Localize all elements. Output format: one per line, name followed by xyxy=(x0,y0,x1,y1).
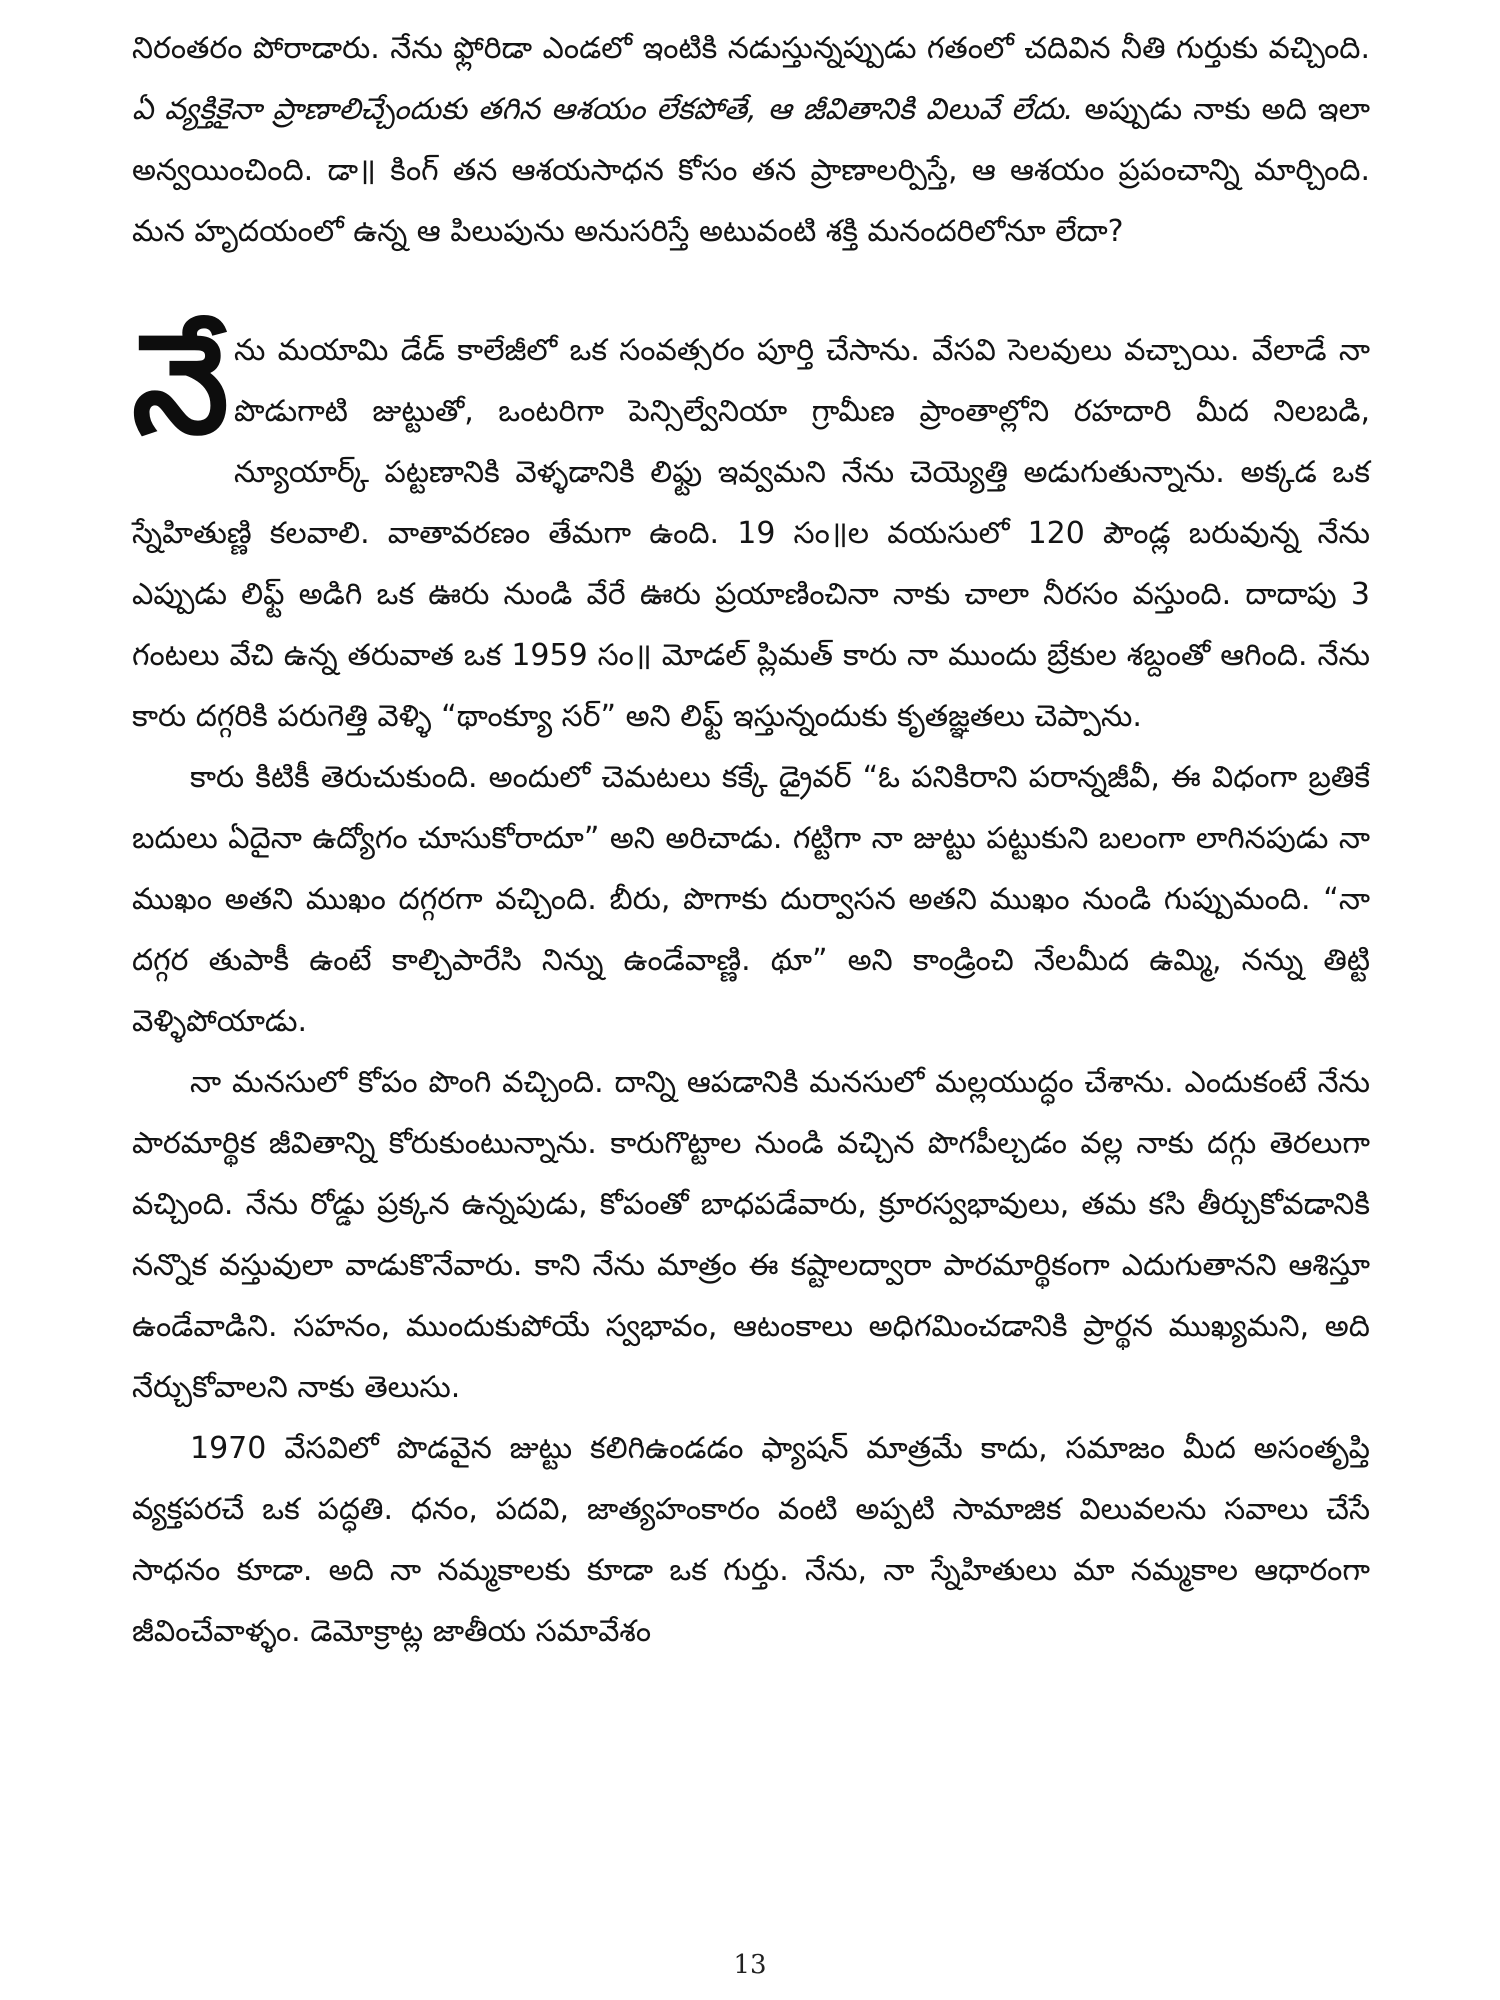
drop-cap-letter: నే xyxy=(132,302,229,465)
paragraph-2-text: ను మయామి డేడ్ కాలేజీలో ఒక సంవత్సరం పూర్తి చేసాను. వేసవి సెలవులు వచ్చాయి. వేలాడే నా పొడుగాటి జుట్టుతో, ఒంటరిగా పెన్సిల్వేనియా గ్రామీణ ప్రాంతాల్లోని రహదారి మీద నిలబడి, న్యూయార్క్ పట్టణానికి వెళ్ళడానికి లిఫ్టు ఇవ్వమని నేను చెయ్యెత్తి అడుగుతున్నాను. అక్కడ ఒక స్నేహితుణ్ణి కలవాలి. వాతావరణం తేమగా ఉంది. 19 సం॥ల వయసులో 120 పౌండ్ల బరువున్న నేను ఎప్పుడు లిఫ్ట్ అడిగి ఒక ఊరు నుండి వేరే ఊరు ప్రయాణించినా నాకు చాలా నీరసం వస్తుంది. దాదాపు 3 గంటలు వేచి ఉన్న తరువాత ఒక 1959 సం॥ మోడల్ ప్లిమత్ కారు నా ముందు బ్రేకుల శబ్దంతో ఆగింది. నేను కారు దగ్గరికి పరుగెత్తి వెళ్ళి “థాంక్యూ సర్” అని లిఫ్ట్ ఇస్తున్నందుకు కృతజ్ఞతలు చెప్పాను. xyxy=(132,333,1370,734)
paragraph-1-text-b: అప్పుడు నాకు అది ఇలా అన్వయించింది. డా॥ కింగ్ తన ఆశయసాధన కోసం తన ప్రాణాలర్పిస్తే, ఆ ఆశయం ప్రపంచాన్ని మార్చింది. మన హృదయంలో ఉన్న ఆ పిలుపును అనుసరిస్తే అటువంటి శక్తి మనందరిలోనూ లేదా? xyxy=(132,92,1370,249)
paragraph-5 xyxy=(132,1418,1370,1662)
book-page-body xyxy=(132,18,1370,1662)
page-number: 13 xyxy=(733,1950,767,1980)
paragraph-5-text: 1970 వేసవిలో పొడవైన జుట్టు కలిగిఉండడం ఫ్యాషన్ మాత్రమే కాదు, సమాజం మీద అసంతృప్తి వ్యక్తపరచే ఒక పద్ధతి. ధనం, పదవి, జాత్యహంకారం వంటి అప్పటి సామాజిక విలువలను సవాలు చేసే సాధనం కూడా. అది నా నమ్మకాలకు కూడా ఒక గుర్తు. నేను, నా స్నేహితులు మా నమ్మకాల ఆధారంగా జీవించేవాళ్ళం. డెమోక్రాట్ల జాతీయ సమావేశం xyxy=(132,1431,1370,1649)
paragraph-4 xyxy=(132,1052,1370,1418)
paragraph-4-text: నా మనసులో కోపం పొంగి వచ్చింది. దాన్ని ఆపడానికి మనసులో మల్లయుద్ధం చేశాను. ఎందుకంటే నేను పారమార్థిక జీవితాన్ని కోరుకుంటున్నాను. కారుగొట్టాల నుండి వచ్చిన పొగపీల్చడం వల్ల నాకు దగ్గు తెరలుగా వచ్చింది. నేను రోడ్డు ప్రక్కన ఉన్నపుడు, కోపంతో బాధపడేవారు, క్రూరస్వభావులు, తమ కసి తీర్చుకోవడానికి నన్నొక వస్తువులా వాడుకొనేవారు. కాని నేను మాత్రం ఈ కష్టాలద్వారా పారమార్థికంగా ఎదుగుతానని ఆశిస్తూ ఉండేవాడిని. సహనం, ముందుకుపోయే స్వభావం, ఆటంకాలు అధిగమించడానికి ప్రార్థన ముఖ్యమని, అది నేర్చుకోవాలని నాకు తెలుసు. xyxy=(132,1065,1370,1405)
paragraph-1 xyxy=(132,18,1370,262)
paragraph-3-text: కారు కిటికీ తెరుచుకుంది. అందులో చెమటలు కక్కే డ్రైవర్ “ఓ పనికిరాని పరాన్నజీవీ, ఈ విధంగా బ్రతికే బదులు ఏదైనా ఉద్యోగం చూసుకోరాదూ” అని అరిచాడు. గట్టిగా నా జుట్టు పట్టుకుని బలంగా లాగినపుడు నా ముఖం అతని ముఖం దగ్గరగా వచ్చింది. బీరు, పొగాకు దుర్వాసన అతని ముఖం నుండి గుప్పుమంది. “నా దగ్గర తుపాకీ ఉంటే కాల్చిపారేసి నిన్ను ఉండేవాణ్ణి. థూ” అని కాండ్రించి నేలమీద ఉమ్మి, నన్ను తిట్టి వెళ్ళిపోయాడు. xyxy=(132,760,1370,1039)
paragraph-1-text-a: నిరంతరం పోరాడారు. నేను ఫ్లోరిడా ఎండలో ఇంటికి నడుస్తున్నప్పుడు గతంలో చదివిన నీతి గుర్తుకు వచ్చింది. xyxy=(132,31,1370,66)
paragraph-1-italic-quote: ఏ వ్యక్తికైనా ప్రాణాలిచ్చేందుకు తగిన ఆశయం లేకపోతే, ఆ జీవితానికి విలువే లేదు. xyxy=(132,92,1074,127)
paragraph-2 xyxy=(132,302,1370,747)
paragraph-3 xyxy=(132,747,1370,1052)
